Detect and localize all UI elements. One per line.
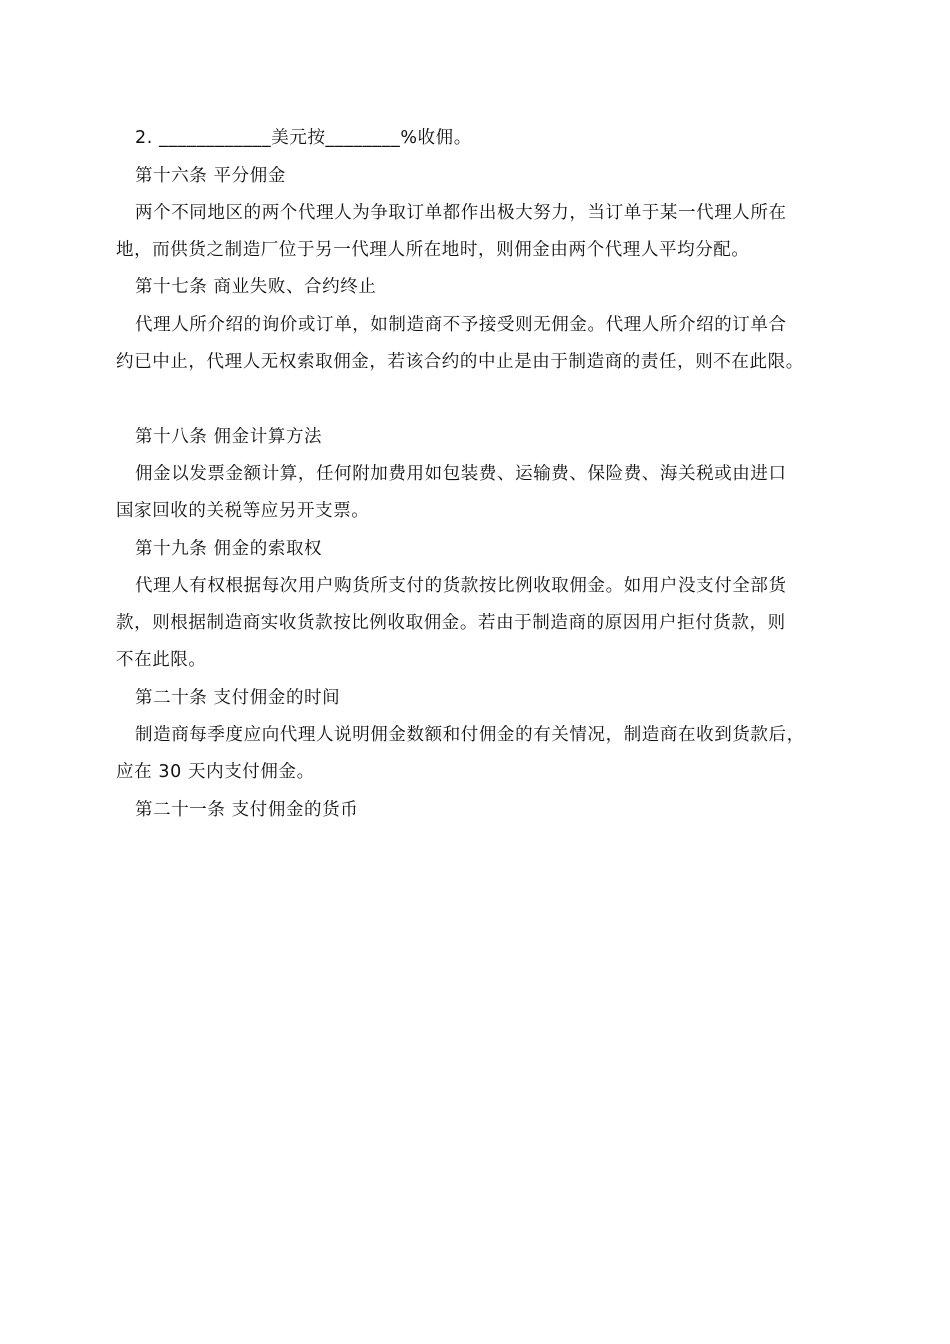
article-18-text-line-2: 国家回收的关税等应另开支票。 (116, 501, 370, 521)
commission-rate-line: 2. ____________美元按________%收佣。 (135, 128, 472, 148)
article-20-text-line-2: 应在 30 天内支付佣金。 (116, 762, 315, 782)
article-16-text-line-2: 地，而供货之制造厂位于另一代理人所在地时，则佣金由两个代理人平均分配。 (116, 240, 750, 260)
article-20-text-line-1: 制造商每季度应向代理人说明佣金数额和付佣金的有关情况，制造商在收到货款后， (135, 725, 805, 745)
article-19-heading: 第十九条 佣金的索取权 (135, 539, 323, 559)
article-21-heading: 第二十一条 支付佣金的货币 (135, 800, 359, 820)
article-19-text-line-3: 不在此限。 (116, 650, 207, 670)
article-18-text-line-1: 佣金以发票金额计算，任何附加费用如包装费、运输费、保险费、海关税或由进口 (135, 464, 787, 484)
article-20-heading: 第二十条 支付佣金的时间 (135, 688, 341, 708)
article-19-text-line-2: 款，则根据制造商实收货款按比例收取佣金。若由于制造商的原因用户拒付货款，则 (116, 613, 786, 633)
article-18-heading: 第十八条 佣金计算方法 (135, 427, 323, 447)
article-16-text-line-1: 两个不同地区的两个代理人为争取订单都作出极大努力，当订单于某一代理人所在 (135, 203, 787, 223)
article-17-text-line-1: 代理人所介绍的询价或订单，如制造商不予接受则无佣金。代理人所介绍的订单合 (135, 315, 787, 335)
article-17-heading: 第十七条 商业失败、合约终止 (135, 277, 377, 297)
article-16-heading: 第十六条 平分佣金 (135, 166, 286, 186)
article-17-text-line-2: 约已中止，代理人无权索取佣金，若该合约的中止是由于制造商的责任，则不在此限。 (116, 352, 804, 372)
article-19-text-line-1: 代理人有权根据每次用户购货所支付的货款按比例收取佣金。如用户没支付全部货 (135, 576, 787, 596)
